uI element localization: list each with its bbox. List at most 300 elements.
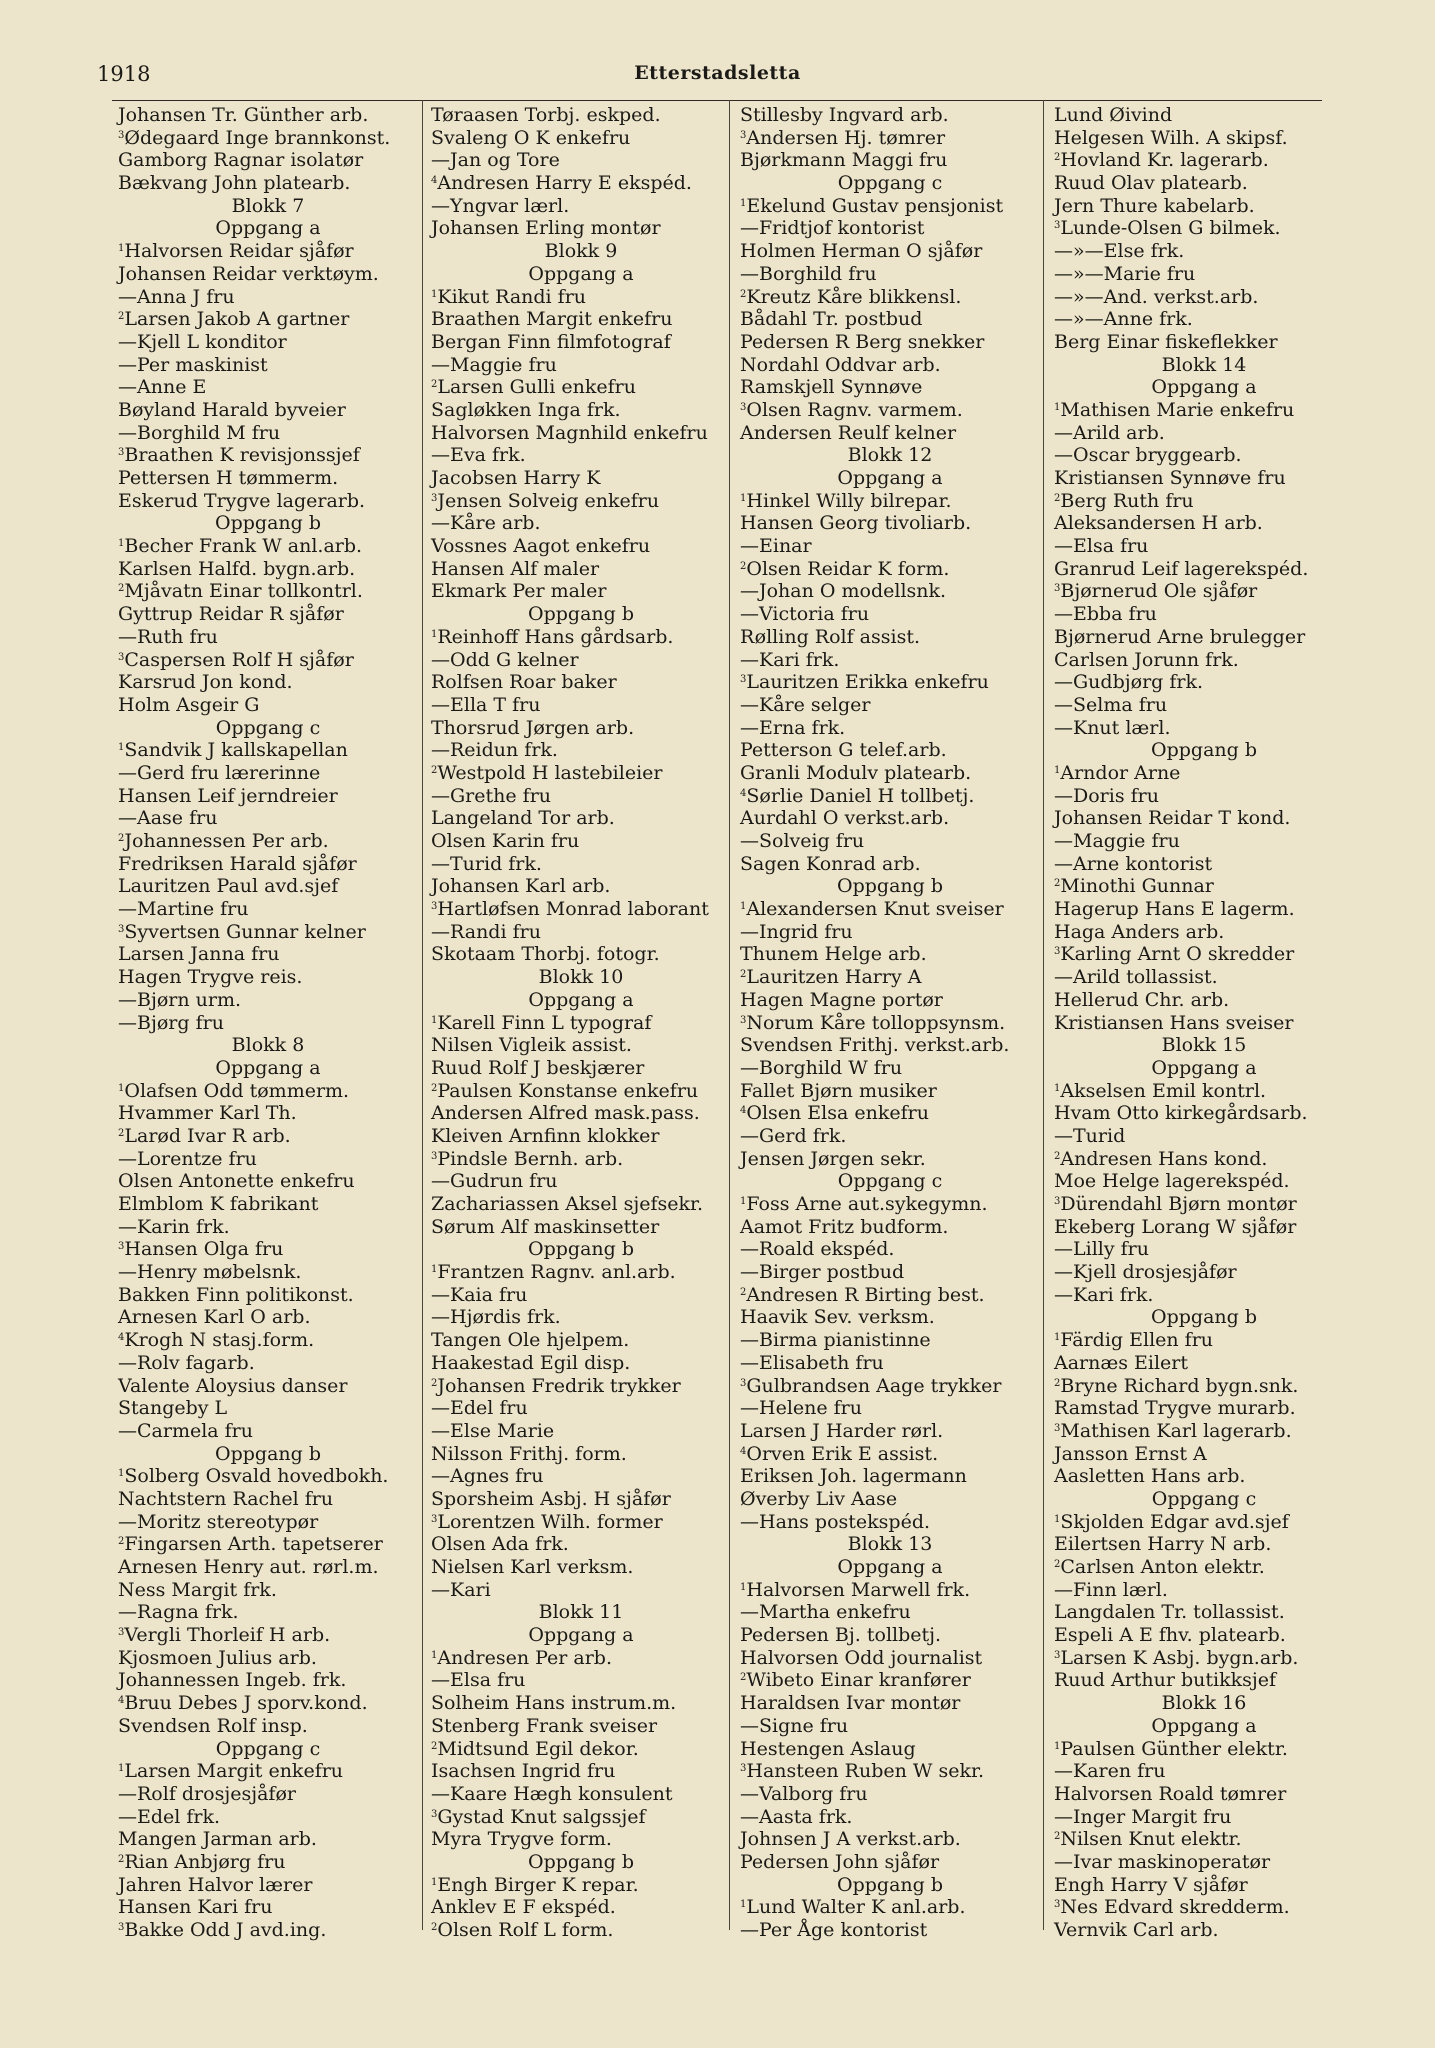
resident-entry: Tangen Ole hjelpem. (431, 1329, 630, 1352)
resident-entry: $^1$Larsen Margit enkefru (118, 1760, 344, 1783)
resident-entry: $^2$Olsen Reidar K form. (740, 557, 950, 580)
resident-entry: $^1$Halvorsen Reidar sjåfør (118, 240, 354, 263)
resident-entry: Eskerud Trygve lagerarb. (118, 489, 366, 512)
resident-entry: $^2$Andresen R Birting best. (740, 1283, 985, 1306)
resident-entry: —Inger Margit fru (1054, 1805, 1232, 1828)
resident-entry: $^2$Westpold H lastebileier (431, 761, 663, 784)
resident-entry: —Turid frk. (431, 852, 542, 875)
resident-entry: Fredriksen Harald sjåfør (118, 852, 357, 875)
resident-entry: Hansen Leif jerndreier (118, 784, 338, 807)
resident-entry: Hvammer Karl Th. (118, 1102, 297, 1125)
resident-entry: $^4$Bruu Debes J sporv.kond. (118, 1692, 368, 1715)
section-heading: Blokk 15 (1161, 1034, 1247, 1057)
resident-entry: $^1$Frantzen Ragnv. anl.arb. (431, 1261, 676, 1284)
resident-entry: Kleiven Arnfinn klokker (431, 1124, 660, 1147)
resident-entry: Fallet Bjørn musiker (740, 1079, 937, 1102)
resident-entry: Ekmark Per maler (431, 580, 607, 603)
column-divider (1043, 100, 1044, 1930)
resident-entry: —Carmela fru (118, 1419, 254, 1442)
resident-entry: Aurdahl O verkst.arb. (740, 807, 950, 830)
resident-entry: $^1$Paulsen Günther elektr. (1054, 1737, 1288, 1760)
resident-entry: $^3$Hartløfsen Monrad laborant (431, 898, 709, 921)
resident-entry: Sørum Alf maskinsetter (431, 1215, 660, 1238)
section-heading: Blokk 12 (847, 444, 933, 467)
resident-entry: $^2$Larsen Jakob A gartner (118, 308, 350, 331)
resident-entry: —Doris fru (1054, 784, 1159, 807)
resident-entry: —Bjørg fru (118, 1011, 224, 1034)
resident-entry: $^3$Bakke Odd J avd.ing. (118, 1919, 327, 1941)
column-3 (740, 104, 1040, 1942)
resident-entry: Arnesen Henry aut. rørl.m. (118, 1556, 379, 1578)
resident-entry: Haakestad Egil disp. (431, 1351, 631, 1374)
resident-entry: —Einar (740, 535, 812, 558)
resident-entry: Halvorsen Odd journalist (740, 1646, 983, 1669)
resident-entry: Bækvang John platearb. (118, 172, 351, 195)
resident-entry: Vernvik Carl arb. (1054, 1919, 1219, 1941)
resident-entry: $^3$Pindsle Bernh. arb. (431, 1147, 624, 1170)
resident-entry: $^2$Andresen Hans kond. (1054, 1147, 1268, 1170)
resident-entry: Jern Thure kabelarb. (1054, 194, 1255, 217)
resident-entry: —Odd G kelner (431, 648, 579, 671)
resident-entry: —Lorentze fru (118, 1147, 257, 1170)
resident-entry: —Grethe fru (431, 784, 552, 807)
resident-entry: —Per maskinist (118, 353, 268, 376)
resident-entry: Myra Trygve form. (431, 1828, 612, 1851)
resident-entry: —Roald ekspéd. (740, 1238, 895, 1261)
section-heading: Oppgang a (1151, 376, 1257, 399)
resident-entry: —Knut lærl. (1054, 716, 1171, 739)
resident-entry: Hellerud Chr. arb. (1054, 988, 1230, 1011)
section-heading: Oppgang c (215, 1737, 321, 1760)
resident-entry: —Moritz stereotypør (118, 1510, 319, 1533)
resident-entry: Svendsen Frithj. verkst.arb. (740, 1034, 1010, 1057)
resident-entry: Eilertsen Harry N arb. (1054, 1533, 1272, 1556)
resident-entry: —Solveig fru (740, 830, 865, 852)
resident-entry: Pedersen John sjåfør (740, 1850, 940, 1873)
resident-entry: —Rolf drosjesjåfør (118, 1782, 296, 1805)
resident-entry: —Edel fru (431, 1397, 528, 1420)
resident-entry: $^3$Karling Arnt O skredder (1054, 943, 1295, 966)
resident-entry: $^3$Bjørnerud Ole sjåfør (1054, 580, 1258, 603)
resident-entry: $^1$Becher Frank W anl.arb. (118, 535, 363, 558)
resident-entry: —Elsa fru (431, 1669, 526, 1692)
resident-entry: Kjosmoen Julius arb. (118, 1646, 317, 1669)
resident-entry: Granli Modulv platearb. (740, 761, 972, 784)
resident-entry: $^4$Krogh N stasj.form. (118, 1329, 315, 1352)
resident-entry: Johansen Reidar verktøym. (118, 262, 379, 285)
resident-entry: $^1$Karell Finn L typograf (431, 1011, 652, 1034)
resident-entry: Svaleng O K enkefru (431, 126, 631, 149)
resident-entry: $^3$Hansen Olga fru (118, 1238, 284, 1261)
resident-entry: —Hans postekspéd. (740, 1510, 931, 1533)
resident-entry: $^1$Solberg Osvald hovedbokh. (118, 1465, 389, 1488)
resident-entry: Stenberg Frank sveiser (431, 1714, 658, 1737)
section-heading: Oppgang a (528, 1624, 634, 1647)
resident-entry: —Kari frk. (740, 648, 840, 671)
section-heading: Oppgang c (1151, 1487, 1257, 1510)
resident-entry: Karlsen Halfd. bygn.arb. (118, 557, 356, 580)
resident-entry: Mangen Jarman arb. (118, 1828, 317, 1851)
resident-entry: $^4$Andresen Harry E ekspéd. (431, 172, 692, 195)
resident-entry: —Ragna frk. (118, 1601, 239, 1624)
resident-entry: Hagerup Hans E lagerm. (1054, 898, 1295, 921)
resident-entry: Thorsrud Jørgen arb. (431, 716, 635, 739)
resident-entry: Karsrud Jon kond. (118, 671, 293, 694)
resident-entry: —Fridtjof kontorist (740, 217, 925, 240)
resident-entry: —Johan O modellsnk. (740, 580, 947, 603)
resident-entry: Gyttrup Reidar R sjåfør (118, 603, 344, 626)
resident-entry: Moe Helge lagerekspéd. (1054, 1170, 1290, 1193)
resident-entry: —Martha enkefru (740, 1601, 911, 1624)
resident-entry: —Oscar bryggearb. (1054, 444, 1242, 467)
column-2 (431, 104, 731, 1942)
resident-entry: Johnsen J A verkst.arb. (740, 1828, 961, 1851)
resident-entry: $^3$Lorentzen Wilh. former (431, 1510, 663, 1533)
resident-entry: —Kari frk. (1054, 1283, 1154, 1306)
resident-entry: —Borghild M fru (118, 421, 281, 444)
resident-entry: Johannessen Ingeb. frk. (118, 1669, 347, 1692)
resident-entry: —Borghild fru (740, 262, 877, 285)
resident-entry: $^3$Dürendahl Bjørn montør (1054, 1193, 1297, 1215)
resident-entry: $^3$Larsen K Asbj. bygn.arb. (1054, 1646, 1299, 1669)
resident-entry: Olsen Karin fru (431, 830, 580, 852)
resident-entry: $^3$Vergli Thorleif H arb. (118, 1624, 331, 1647)
resident-entry: —Bjørn urm. (118, 988, 242, 1011)
resident-entry: $^1$Lund Walter K anl.arb. (740, 1896, 966, 1919)
resident-entry: Olsen Ada frk. (431, 1533, 569, 1556)
resident-entry: Langeland Tor arb. (431, 807, 615, 830)
resident-entry: —Jan og Tore (431, 149, 560, 172)
resident-entry: Kristiansen Hans sveiser (1054, 1011, 1294, 1034)
resident-entry: —»—And. verkst.arb. (1054, 285, 1259, 308)
section-heading: Blokk 14 (1161, 353, 1247, 376)
resident-entry: Isachsen Ingrid fru (431, 1760, 616, 1783)
resident-entry: —Signe fru (740, 1714, 849, 1737)
resident-entry: —»—Marie fru (1054, 262, 1196, 285)
resident-entry: —Maggie fru (431, 353, 557, 376)
resident-entry: —Karen fru (1054, 1760, 1166, 1783)
resident-entry: —Aase fru (118, 807, 218, 830)
resident-entry: Ruud Rolf J beskjærer (431, 1056, 645, 1079)
resident-entry: Johansen Reidar T kond. (1054, 807, 1291, 830)
resident-entry: Hansen Georg tivoliarb. (740, 512, 972, 535)
resident-entry: $^2$Hovland Kr. lagerarb. (1054, 149, 1269, 172)
resident-entry: $^3$Andersen Hj. tømrer (740, 126, 946, 149)
section-heading: Oppgang a (528, 988, 634, 1011)
section-heading: Oppgang c (215, 716, 321, 739)
page-header (0, 62, 1435, 96)
resident-entry: Holm Asgeir G (118, 693, 260, 716)
resident-entry: —Martine fru (118, 898, 249, 921)
resident-entry: $^2$Midtsund Egil dekor. (431, 1737, 639, 1760)
resident-entry: —Valborg fru (740, 1782, 868, 1805)
resident-entry: —Kari (431, 1578, 491, 1601)
resident-entry: $^4$Olsen Elsa enkefru (740, 1102, 929, 1125)
resident-entry: Bøyland Harald byveier (118, 398, 346, 421)
resident-entry: $^3$Olsen Ragnv. varmem. (740, 398, 963, 421)
resident-entry: —Arne kontorist (1054, 852, 1213, 875)
resident-entry: Jansson Ernst A (1054, 1442, 1207, 1465)
section-heading: Oppgang b (528, 1238, 634, 1261)
resident-entry: Ekeberg Lorang W sjåfør (1054, 1215, 1297, 1238)
resident-entry: —Eva frk. (431, 444, 526, 467)
resident-entry: Johansen Karl arb. (431, 875, 611, 898)
resident-entry: $^2$Johansen Fredrik trykker (431, 1374, 681, 1397)
resident-entry: —Rolv fagarb. (118, 1351, 255, 1374)
column-4 (1054, 104, 1354, 1942)
resident-entry: Sagen Konrad arb. (740, 852, 921, 875)
resident-entry: $^2$Larsen Gulli enkefru (431, 376, 636, 399)
section-heading: Blokk 8 (231, 1034, 305, 1057)
resident-entry: $^3$Hansteen Ruben W sekr. (740, 1760, 984, 1783)
column-1 (118, 104, 418, 1942)
resident-entry: —Henry møbelsnk. (118, 1261, 302, 1284)
resident-entry: —Reidun frk. (431, 739, 558, 762)
section-heading: Oppgang a (1151, 1714, 1257, 1737)
resident-entry: Hansen Kari fru (118, 1896, 273, 1919)
resident-entry: Larsen Janna fru (118, 943, 280, 966)
resident-entry: Pedersen Bj. tollbetj. (740, 1624, 942, 1647)
resident-entry: $^3$Braathen K revisjonssjef (118, 444, 360, 467)
resident-entry: Ruud Olav platearb. (1054, 172, 1248, 195)
section-heading: Oppgang b (528, 1850, 634, 1873)
resident-entry: —Kaare Hægh konsulent (431, 1782, 673, 1805)
resident-entry: Rølling Rolf assist. (740, 625, 920, 648)
section-heading: Oppgang a (1151, 1056, 1257, 1079)
resident-entry: $^2$Rian Anbjørg fru (118, 1850, 286, 1873)
resident-entry: $^3$Syvertsen Gunnar kelner (118, 920, 366, 943)
resident-entry: $^2$Bryne Richard bygn.snk. (1054, 1374, 1299, 1397)
resident-entry: $^4$Sørlie Daniel H tollbetj. (740, 784, 975, 807)
resident-entry: Andersen Reulf kelner (740, 421, 957, 444)
resident-entry: —Kaia fru (431, 1283, 528, 1306)
resident-entry: —Ingrid fru (740, 920, 853, 943)
section-heading: Oppgang a (837, 1556, 943, 1578)
resident-entry: $^2$Kreutz Kåre blikkensl. (740, 285, 962, 308)
resident-entry: Jacobsen Harry K (431, 467, 601, 489)
resident-entry: Hestengen Aslaug (740, 1737, 916, 1760)
resident-entry: Lund Øivind (1054, 104, 1173, 126)
resident-entry: —Agnes fru (431, 1465, 544, 1488)
resident-entry: Skotaam Thorbj. fotogr. (431, 943, 660, 966)
resident-entry: Ness Margit frk. (118, 1578, 277, 1601)
resident-entry: Espeli A E fhv. platearb. (1054, 1624, 1286, 1647)
resident-entry: Bådahl Tr. postbud (740, 308, 923, 331)
resident-entry: Halvorsen Roald tømrer (1054, 1782, 1287, 1805)
resident-entry: Aamot Fritz budform. (740, 1215, 949, 1238)
resident-entry: —Edel frk. (118, 1805, 221, 1828)
section-heading: Oppgang a (837, 467, 943, 489)
resident-entry: Sporsheim Asbj. H sjåfør (431, 1487, 671, 1510)
page-number: 1918 (97, 62, 151, 86)
resident-entry: Nordahl Oddvar arb. (740, 353, 941, 376)
resident-entry: Jensen Jørgen sekr. (740, 1147, 926, 1170)
resident-entry: —»—Else frk. (1054, 240, 1185, 263)
resident-entry: —Lilly fru (1054, 1238, 1149, 1261)
resident-entry: $^1$Skjolden Edgar avd.sjef (1054, 1510, 1289, 1533)
header-rule (112, 100, 1322, 101)
section-heading: Oppgang a (215, 1056, 321, 1079)
section-heading: Blokk 16 (1161, 1692, 1247, 1715)
resident-entry: —Turid (1054, 1124, 1126, 1147)
resident-entry: —Helene fru (740, 1397, 863, 1420)
resident-entry: Johansen Erling montør (431, 217, 661, 240)
resident-entry: Hvam Otto kirkegårdsarb. (1054, 1102, 1308, 1125)
section-heading: Blokk 11 (538, 1601, 624, 1624)
resident-entry: —Elsa fru (1054, 535, 1149, 558)
resident-entry: $^2$Lauritzen Harry A (740, 966, 922, 989)
resident-entry: Anklev E F ekspéd. (431, 1896, 616, 1919)
section-heading: Oppgang b (215, 512, 321, 535)
resident-entry: $^3$Lauritzen Erikka enkefru (740, 671, 989, 694)
resident-entry: $^2$Wibeto Einar kranfører (740, 1669, 971, 1692)
resident-entry: —Gudbjørg frk. (1054, 671, 1204, 694)
resident-entry: $^2$Paulsen Konstanse enkefru (431, 1079, 699, 1102)
section-heading: Oppgang b (837, 1873, 943, 1896)
resident-entry: —Anne E (118, 376, 207, 399)
resident-entry: Solheim Hans instrum.m. (431, 1692, 677, 1715)
section-heading: Oppgang b (1151, 739, 1257, 762)
resident-entry: Valente Aloysius danser (118, 1374, 348, 1397)
resident-entry: Øverby Liv Aase (740, 1487, 898, 1510)
resident-entry: Pettersen H tømmerm. (118, 467, 339, 489)
resident-entry: $^2$Johannessen Per arb. (118, 830, 329, 852)
resident-entry: Nilsson Frithj. form. (431, 1442, 627, 1465)
resident-entry: $^1$Kikut Randi fru (431, 285, 587, 308)
resident-entry: Arnesen Karl O arb. (118, 1306, 311, 1329)
resident-entry: —Kjell drosjesjåfør (1054, 1261, 1237, 1284)
resident-entry: Jahren Halvor lærer (118, 1873, 313, 1896)
resident-entry: Bjørnerud Arne brulegger (1054, 625, 1306, 648)
resident-entry: —Else Marie (431, 1419, 555, 1442)
section-heading: Oppgang b (1151, 1306, 1257, 1329)
resident-entry: Carlsen Jorunn frk. (1054, 648, 1239, 671)
resident-entry: $^1$Arndor Arne (1054, 761, 1181, 784)
resident-entry: —Karin frk. (118, 1215, 230, 1238)
resident-entry: $^1$Olafsen Odd tømmerm. (118, 1079, 350, 1102)
resident-entry: $^1$Akselsen Emil kontrl. (1054, 1079, 1267, 1102)
resident-entry: —Finn lærl. (1054, 1578, 1168, 1601)
resident-entry: Haga Anders arb. (1054, 920, 1225, 943)
resident-entry: Aarnæs Eilert (1054, 1351, 1189, 1374)
resident-entry: —Gudrun fru (431, 1170, 558, 1193)
resident-entry: $^2$Mjåvatn Einar tollkontrl. (118, 580, 363, 603)
section-heading: Blokk 10 (538, 966, 624, 989)
resident-entry: Lauritzen Paul avd.sjef (118, 875, 339, 898)
resident-entry: —Birma pianistinne (740, 1329, 931, 1352)
resident-entry: —Hjørdis frk. (431, 1306, 561, 1329)
resident-entry: Tøraasen Torbj. eskped. (431, 104, 661, 126)
resident-entry: Pedersen R Berg snekker (740, 330, 985, 353)
resident-entry: —Ebba fru (1054, 603, 1157, 626)
section-heading: Oppgang b (528, 603, 634, 626)
resident-entry: Elmblom K fabrikant (118, 1193, 319, 1215)
resident-entry: Zachariassen Aksel sjefsekr. (431, 1193, 704, 1215)
resident-entry: Johansen Tr. Günther arb. (118, 104, 369, 126)
resident-entry: —»—Anne frk. (1054, 308, 1193, 331)
resident-entry: —Ruth fru (118, 625, 218, 648)
resident-entry: —Maggie fru (1054, 830, 1180, 852)
resident-entry: —Arild arb. (1054, 421, 1165, 444)
resident-entry: Engh Harry V sjåfør (1054, 1873, 1248, 1896)
resident-entry: Aleksandersen H arb. (1054, 512, 1263, 535)
resident-entry: Granrud Leif lagerekspéd. (1054, 557, 1309, 580)
resident-entry: $^3$Nes Edvard skredderm. (1054, 1896, 1290, 1919)
resident-entry: Bjørkmann Maggi fru (740, 149, 948, 172)
resident-entry: Ramskjell Synnøve (740, 376, 923, 399)
resident-entry: $^2$Minothi Gunnar (1054, 875, 1214, 898)
resident-entry: $^2$Olsen Rolf L form. (431, 1919, 614, 1941)
resident-entry: $^2$Nilsen Knut elektr. (1054, 1828, 1242, 1851)
resident-entry: Langdalen Tr. tollassist. (1054, 1601, 1285, 1624)
resident-entry: Vossnes Aagot enkefru (431, 535, 651, 558)
resident-entry: Braathen Margit enkefru (431, 308, 673, 331)
resident-entry: $^1$Färdig Ellen fru (1054, 1329, 1214, 1352)
resident-entry: Hagen Magne portør (740, 988, 943, 1011)
resident-entry: $^3$Jensen Solveig enkefru (431, 489, 660, 512)
resident-entry: $^2$Berg Ruth fru (1054, 489, 1194, 512)
resident-entry: $^1$Andresen Per arb. (431, 1646, 613, 1669)
section-heading: Oppgang a (215, 217, 321, 240)
resident-entry: —Ivar maskinoperatør (1054, 1850, 1271, 1873)
resident-entry: Bergan Finn filmfotograf (431, 330, 671, 353)
resident-entry: Haraldsen Ivar montør (740, 1692, 961, 1715)
resident-entry: $^1$Ekelund Gustav pensjonist (740, 194, 1004, 217)
resident-entry: $^3$Gulbrandsen Aage trykker (740, 1374, 1002, 1397)
resident-entry: —Arild tollassist. (1054, 966, 1218, 989)
resident-entry: $^3$Caspersen Rolf H sjåfør (118, 648, 354, 671)
resident-entry: —Anna J fru (118, 285, 235, 308)
resident-entry: Svendsen Rolf insp. (118, 1714, 308, 1737)
resident-entry: $^3$Mathisen Karl lagerarb. (1054, 1419, 1292, 1442)
resident-entry: $^1$Engh Birger K repar. (431, 1873, 639, 1896)
resident-entry: Andersen Alfred mask.pass. (431, 1102, 700, 1125)
section-heading: Oppgang b (837, 875, 943, 898)
resident-entry: Stillesby Ingvard arb. (740, 104, 949, 126)
resident-entry: $^3$Norum Kåre tolloppsynsm. (740, 1011, 1006, 1034)
resident-entry: —Aasta frk. (740, 1805, 853, 1828)
resident-entry: —Randi fru (431, 920, 541, 943)
section-heading: Oppgang c (837, 1170, 943, 1193)
section-heading: Blokk 9 (544, 240, 618, 263)
resident-entry: $^3$Gystad Knut salgssjef (431, 1805, 646, 1828)
resident-entry: Haavik Sev. verksm. (740, 1306, 935, 1329)
resident-entry: —Elisabeth fru (740, 1351, 884, 1374)
resident-entry: Nielsen Karl verksm. (431, 1556, 634, 1578)
resident-entry: $^2$Carlsen Anton elektr. (1054, 1556, 1265, 1578)
resident-entry: $^3$Lunde-Olsen G bilmek. (1054, 217, 1281, 240)
resident-entry: Kristiansen Synnøve fru (1054, 467, 1286, 489)
resident-entry: $^1$Foss Arne aut.sykegymn. (740, 1193, 988, 1215)
section-heading: Blokk 7 (231, 194, 305, 217)
resident-entry: $^1$Mathisen Marie enkefru (1054, 398, 1295, 421)
resident-entry: —Yngvar lærl. (431, 194, 570, 217)
resident-entry: Larsen J Harder rørl. (740, 1419, 944, 1442)
resident-entry: Halvorsen Magnhild enkefru (431, 421, 708, 444)
section-heading: Blokk 13 (847, 1533, 933, 1556)
resident-entry: —Kjell L konditor (118, 330, 287, 353)
resident-entry: Petterson G telef.arb. (740, 739, 947, 762)
resident-entry: Ruud Arthur butikksjef (1054, 1669, 1277, 1692)
resident-entry: —Birger postbud (740, 1261, 905, 1284)
resident-entry: —Borghild W fru (740, 1056, 903, 1079)
resident-entry: Rolfsen Roar baker (431, 671, 617, 694)
street-title: Etterstadsletta (634, 62, 801, 84)
resident-entry: —Gerd frk. (740, 1124, 847, 1147)
resident-entry: $^2$Fingarsen Arth. tapetserer (118, 1533, 383, 1556)
resident-entry: —Ella T fru (431, 693, 541, 716)
resident-entry: Aasletten Hans arb. (1054, 1465, 1246, 1488)
